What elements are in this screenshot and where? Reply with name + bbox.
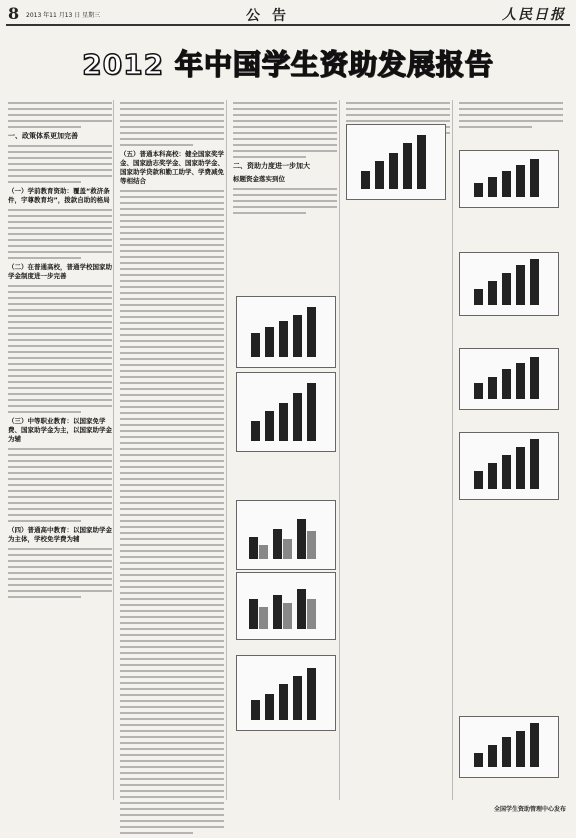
section-heading: 一、政策体系更加完善 bbox=[8, 132, 78, 140]
issue-date: 2013 年11 月13 日 星期三 bbox=[26, 12, 101, 19]
column-5 bbox=[459, 102, 563, 132]
section-title: 公告 bbox=[246, 8, 298, 24]
chart-figure bbox=[459, 252, 559, 316]
chart-figure bbox=[236, 372, 336, 452]
chart-figure bbox=[459, 432, 559, 500]
chart-figure bbox=[459, 150, 559, 208]
section-heading: （三）中等职业教育：以国家免学费、国家助学金为主，以国家助学金为辅 bbox=[8, 417, 112, 443]
chart-figure bbox=[236, 655, 336, 731]
column-3 bbox=[233, 102, 337, 218]
section-heading: （一）学前教育资助：覆盖“救济条件，宇尊教育均”，拨款自助的格局 bbox=[8, 187, 110, 204]
section-heading: （四）普通高中教育：以国家助学金为主体，学校免学费为辅 bbox=[8, 526, 112, 543]
column-1 bbox=[8, 102, 112, 602]
section-heading: （五）普通本科高校：健全国家奖学金、国家励志奖学金、国家助学金、国家助学贷款和勤工助学、学费减免等相结合 bbox=[120, 150, 224, 185]
chart-figure bbox=[236, 296, 336, 368]
page-number: 8 bbox=[8, 4, 20, 23]
newspaper-logo: 人民日报 bbox=[502, 7, 566, 23]
publisher-credit: 全国学生资助管理中心发布 bbox=[493, 806, 566, 813]
chart-figure bbox=[346, 124, 446, 200]
section-heading: 标题资金落实到位 bbox=[233, 175, 285, 183]
article-title: 2012 年中国学生资助发展报告 bbox=[82, 48, 494, 81]
chart-figure bbox=[459, 716, 559, 778]
section-heading: （二）在普通高校，普通学校国家助学金制度进一步完善 bbox=[8, 263, 112, 280]
column-2 bbox=[120, 102, 224, 838]
chart-figure bbox=[236, 572, 336, 640]
section-heading: 二、资助力度进一步加大 bbox=[233, 162, 310, 170]
chart-figure bbox=[459, 348, 559, 410]
chart-figure bbox=[236, 500, 336, 570]
